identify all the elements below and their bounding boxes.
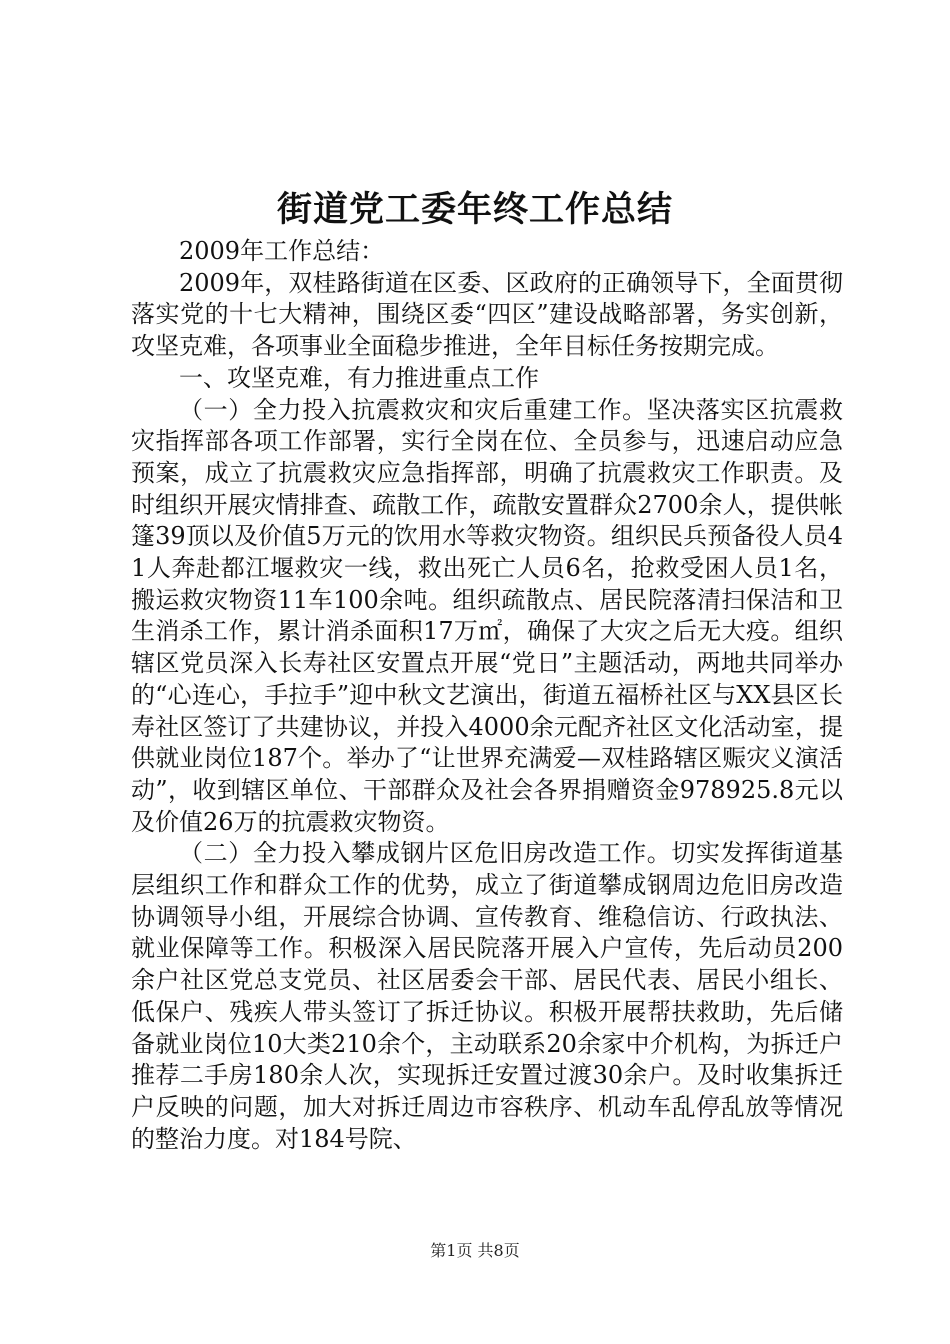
paragraph-housing-renovation: （二）全力投入攀成钢片区危旧房改造工作。切实发挥街道基层组织工作和群众工作的优势，成立了街道攀成钢周边危旧房改造协调领导小组，开展综合协调、宣传教育、维稳信访、行政执法、就业保障等工作。积极深入居民院落开展入户宣传，先后动员200余户社区党总支党员、社区居委会干部、居民代表、居民小组长、低保户、残疾人带头签订了拆迁协议。积极开展帮扶救助，先后储备就业岗位10大类210余个，主动联系20余家中介机构，为拆迁户推荐二手房180余人次，实现拆迁安置过渡30余户。及时收集拆迁户反映的问题，加大对拆迁周边市容秩序、机动车乱停乱放等情况的整治力度。对184号院、 xyxy=(131,839,843,1153)
paragraph-intro: 2009年，双桂路街道在区委、区政府的正确领导下，全面贯彻落实党的十七大精神，围绕区委“四区”建设战略部署，务实创新，攻坚克难，各项事业全面稳步推进，全年目标任务按期完成。 xyxy=(131,268,843,361)
paragraph-summary-heading: 2009年工作总结： xyxy=(179,237,385,265)
document-title: 街道党工委年终工作总结 xyxy=(276,189,673,230)
page-number-footer: 第1页 共8页 xyxy=(430,1241,520,1260)
paragraph-section-heading: 一、攻坚克难，有力推进重点工作 xyxy=(179,363,539,392)
paragraph-earthquake-relief: （一）全力投入抗震救灾和灾后重建工作。坚决落实区抗震救灾指挥部各项工作部署，实行全岗在位、全员参与，迅速启动应急预案，成立了抗震救灾应急指挥部，明确了抗震救灾工作职责。及时组织开展灾情排查、疏散工作，疏散安置群众2700余人，提供帐篷39顶以及价值5万元的饮用水等救灾物资。组织民兵预备役人员41人奔赴都江堰救灾一线，救出死亡人员6名，抢救受困人员1名，搬运救灾物资11车100余吨。组织疏散点、居民院落清扫保洁和卫生消杀工作，累计消杀面积17万㎡，确保了大灾之后无大疫。组织辖区党员深入长寿社区安置点开展“党日”主题活动，两地共同举办的“心连心，手拉手”迎中秋文艺演出，街道五福桥社区与XX县区长寿社区签订了共建协议，并投入4000余元配齐社区文化活动室，提供就业岗位187个。举办了“让世界充满爱—双桂路辖区赈灾义演活动”，收到辖区单位、干部群众及社会各界捐赠资金978925.8元以及价值26万的抗震救灾物资。 xyxy=(131,395,843,836)
document-body xyxy=(131,236,843,1155)
